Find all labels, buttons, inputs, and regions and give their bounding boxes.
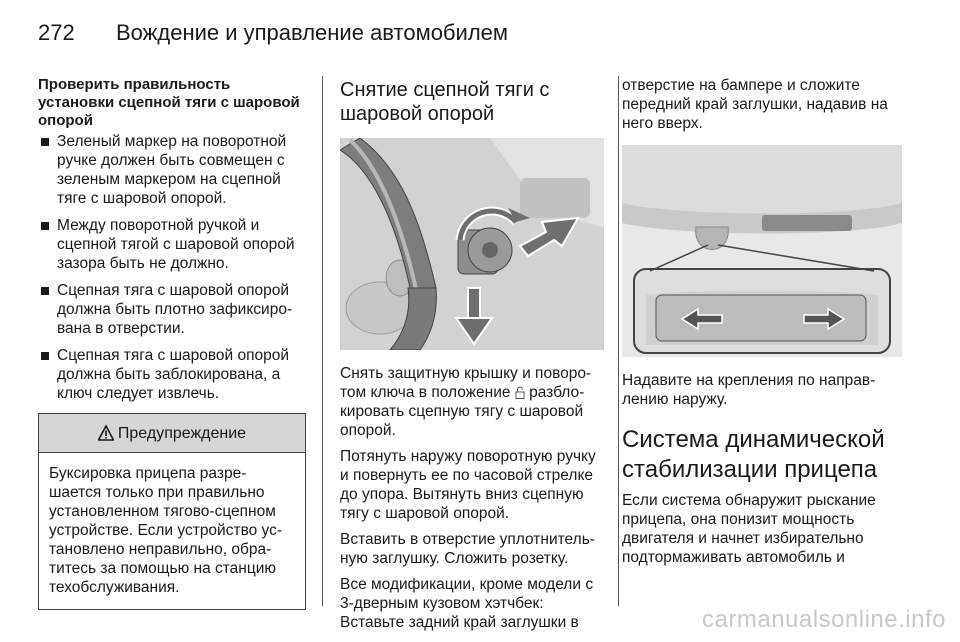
check-list (38, 132, 306, 403)
removal-step-1: Снять защитную крышку и поворо-том ключа в положение разбло-кировать сцепную тягу с шаровой опорой. (340, 365, 592, 439)
watermark: carmanualsonline.info (702, 606, 946, 633)
check-installation-heading: Проверить правильность установки сцепной тяги с шаровой опорой (38, 76, 300, 129)
column-divider-2 (618, 76, 619, 606)
list-item: Зеленый маркер на поворотной ручке должен быть совмещен с зеленым маркером на сцепной тяге с шаровой опорой. (38, 132, 306, 208)
trailer-stability-text: Если система обнаружит рыскание прицепа, она понизит мощность двигателя и начнет избирательно подтормаживать автомобиль и (622, 492, 876, 566)
plug-step-continued: отверстие на бампере и сложите передний край заглушки, надавив на него вверх. (622, 77, 888, 132)
column-1 (38, 76, 306, 610)
removal-step-3: Вставить в отверстие уплотнитель-ную заглушку. Сложить розетку. (340, 531, 595, 567)
list-item: Между поворотной ручкой и сцепной тягой с шаровой опорой зазора быть не должно. (38, 216, 306, 273)
bullet-square-icon (41, 222, 49, 230)
column-divider-1 (322, 76, 323, 606)
bullet-square-icon (41, 352, 49, 360)
warning-header (39, 414, 305, 453)
removal-step-2: Потянуть наружу поворотную ручку и повернуть ее по часовой стрелке до упора. Вытянуть вниз сцепную тягу с шаровой опорой. (340, 448, 596, 522)
removal-step-4: Все модификации, кроме модели с 3-дверным кузовом хэтчбек: Вставьте задний край заглушки в (340, 576, 594, 631)
towbar-drawing (340, 138, 604, 350)
column-3 (622, 76, 904, 574)
page-number: 272 (38, 20, 75, 45)
bullet-square-icon (41, 138, 49, 146)
list-item: Сцепная тяга с шаровой опорой должна быть заблокирована, а ключ следует извлечь. (38, 346, 306, 403)
bullet-square-icon (41, 287, 49, 295)
removal-heading: Снятие сцепной тяги с шаровой опорой (340, 79, 550, 125)
warning-title: Предупреждение (117, 424, 247, 442)
unlocked-padlock-icon (515, 386, 525, 399)
bumper-plug-illustration (622, 145, 902, 357)
list-item: Сцепная тяга с шаровой опорой должна быть плотно зафиксиро-вана в отверстии. (38, 281, 306, 338)
press-clips-step: Надавите на крепления по направ-лению наружу. (622, 372, 876, 408)
warning-box (38, 413, 306, 610)
warning-triangle-icon (98, 425, 114, 441)
towbar-removal-illustration (340, 138, 604, 350)
column-2 (340, 76, 604, 639)
trailer-stability-heading: Система динамической стабилизации прицепа (622, 426, 885, 483)
warning-text: Буксировка прицепа разре-шается только при правильно установленном тягово-сцепном устройстве. Если устройство ус-тановлено неправильно, обра-титесь за помощью на станцию техобслуживания. (49, 465, 283, 596)
bumper-drawing (622, 145, 902, 357)
page-title: Вождение и управление автомобилем (116, 20, 509, 45)
